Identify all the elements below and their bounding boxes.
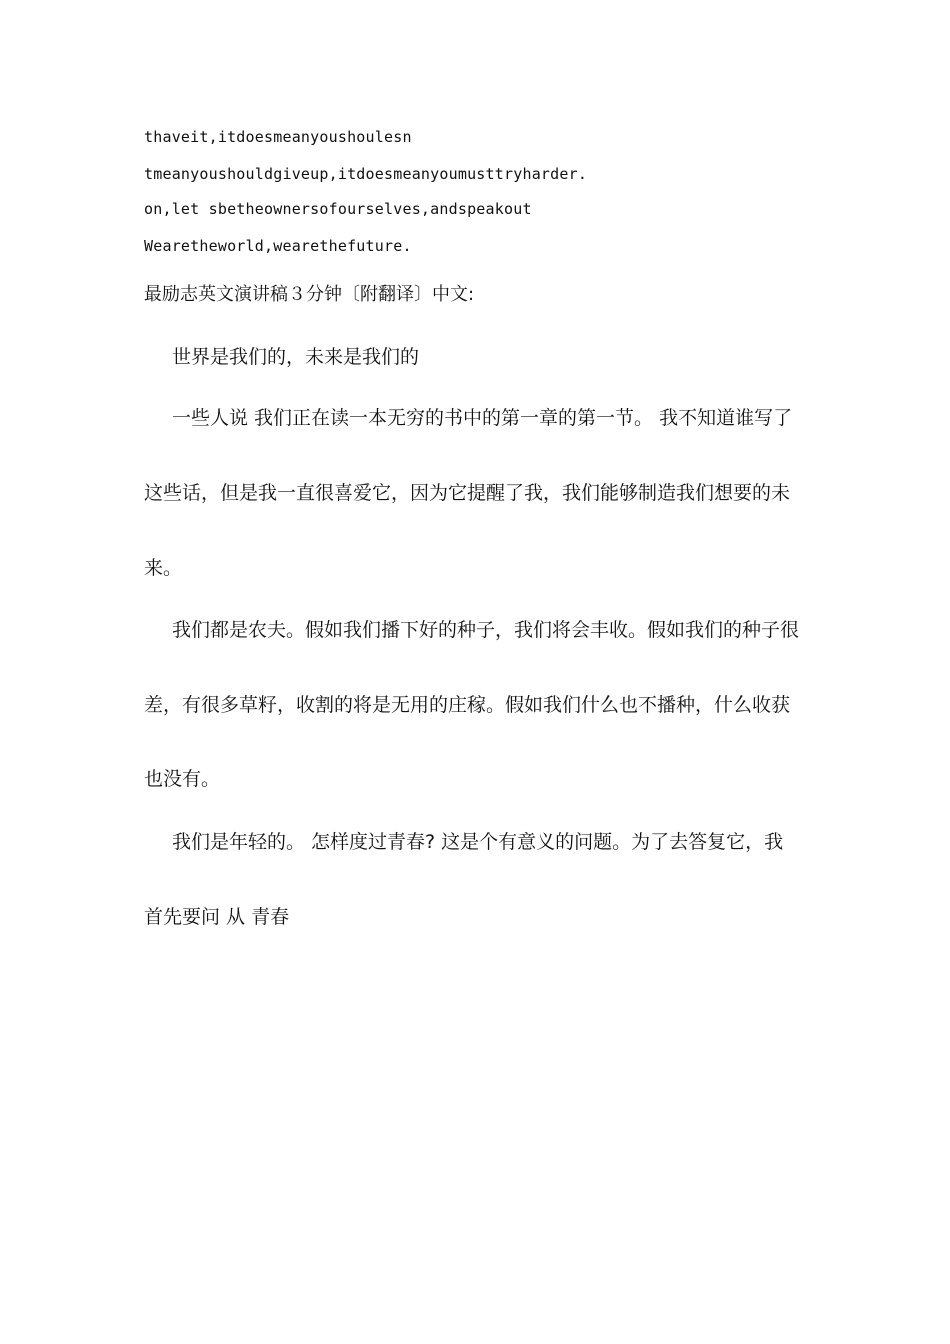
paragraph-4-line-1: 我们是年轻的。 怎样度过青春? 这是个有意义的问题。为了去答复它，我 bbox=[172, 831, 784, 853]
paragraph-4-line-2: 首先要问 从 青春 bbox=[144, 906, 290, 928]
paragraph-1-title: 世界是我们的，未来是我们的 bbox=[172, 346, 420, 368]
english-text-line-3: on,let sbetheownersofourselves,andspeakout bbox=[144, 200, 532, 218]
paragraph-3-line-3: 也没有。 bbox=[144, 768, 221, 790]
english-text-line-1: thaveit,itdoesmeanyoushoulesn bbox=[144, 128, 412, 146]
translation-heading: 最励志英文演讲稿３分钟〔附翻译〕中文: bbox=[144, 284, 475, 305]
paragraph-2-line-3: 来。 bbox=[144, 557, 183, 579]
english-text-line-4: Wearetheworld,wearethefuture. bbox=[144, 237, 412, 255]
english-text-line-2: tmeanyoushouldgiveup,itdoesmeanyoumusttryharder. bbox=[144, 165, 588, 183]
paragraph-3-line-1: 我们都是农夫。假如我们播下好的种子，我们将会丰收。假如我们的种子很 bbox=[172, 619, 800, 641]
paragraph-3-line-2: 差，有很多草籽，收割的将是无用的庄稼。假如我们什么也不播种，什么收获 bbox=[144, 694, 791, 716]
paragraph-2-line-2: 这些话，但是我一直很喜爱它，因为它提醒了我，我们能够制造我们想要的未 bbox=[144, 482, 791, 504]
paragraph-2-line-1: 一些人说 我们正在读一本无穷的书中的第一章的第一节。 我不知道谁写了 bbox=[172, 407, 793, 429]
